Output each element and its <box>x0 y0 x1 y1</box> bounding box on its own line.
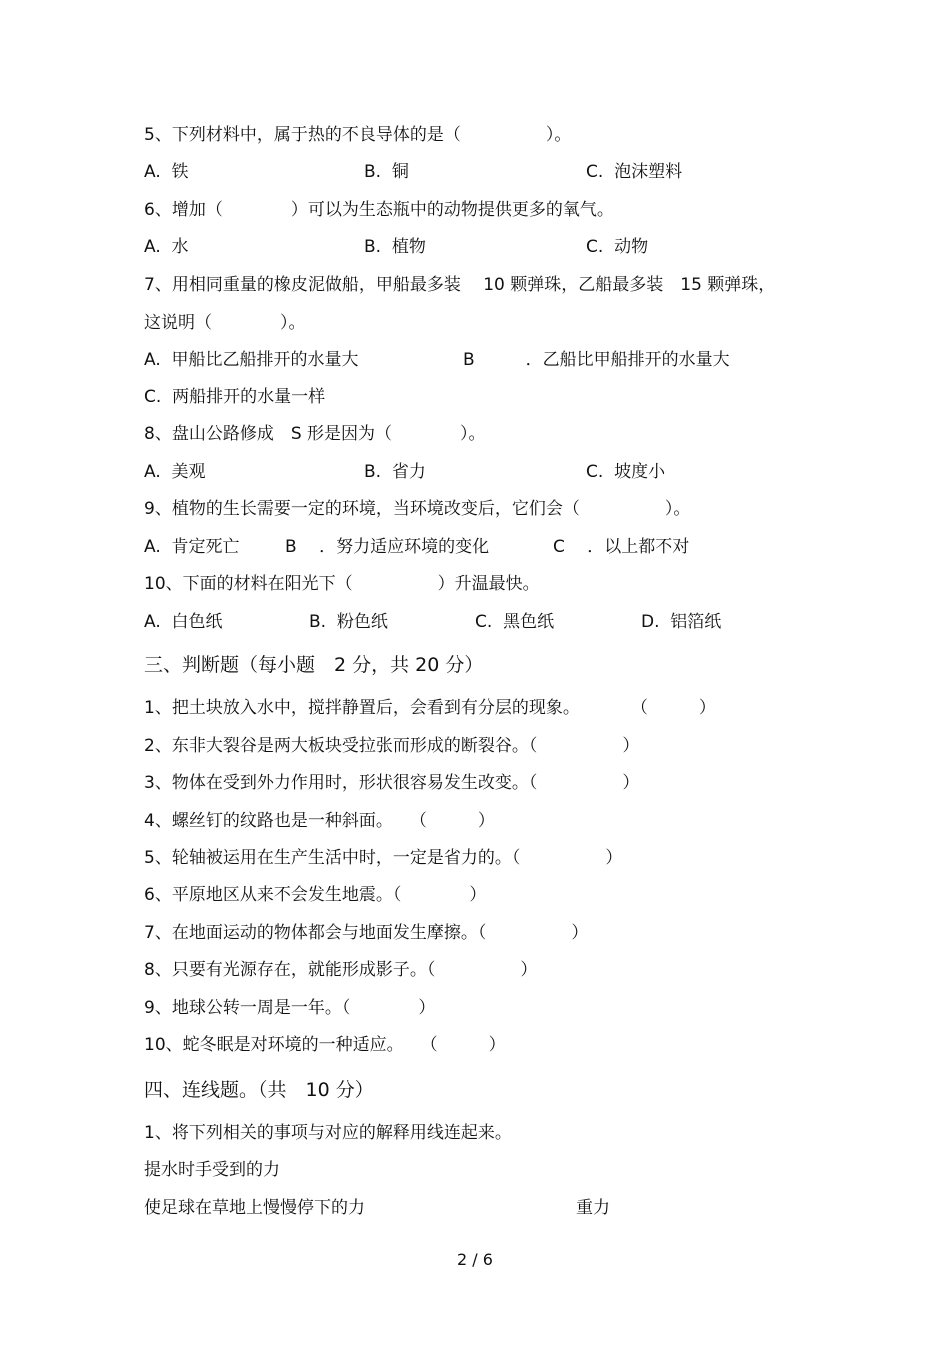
question-6-stem: 6、增加（ ）可以为生态瓶中的动物提供更多的氧气。 <box>144 200 614 220</box>
question-10-option-c: C. 黑色纸 <box>475 612 555 632</box>
question-7-option-b: B ．乙船比甲船排开的水量大 <box>463 350 730 370</box>
question-6-option-b: B. 植物 <box>364 237 426 257</box>
question-10-stem: 10、下面的材料在阳光下（ ）升温最快。 <box>144 574 540 594</box>
judgment-item-10: 10、蛇冬眠是对环境的一种适应。 （ ） <box>144 1035 506 1055</box>
judgment-item-2: 2、东非大裂谷是两大板块受拉张而形成的断裂谷。（ ） <box>144 736 640 756</box>
judgment-item-4: 4、螺丝钉的纹路也是一种斜面。 （ ） <box>144 811 495 831</box>
judgment-item-5: 5、轮轴被运用在生产生活中时，一定是省力的。（ ） <box>144 848 623 868</box>
question-5-option-b: B. 铜 <box>364 162 409 182</box>
question-10-option-a: A. 白色纸 <box>144 612 223 632</box>
question-9-option-a: A. 肯定死亡 <box>144 537 240 557</box>
judgment-item-6: 6、平原地区从来不会发生地震。（ ） <box>144 885 487 905</box>
judgment-item-7: 7、在地面运动的物体都会与地面发生摩擦。（ ） <box>144 923 589 943</box>
question-8-option-b: B. 省力 <box>364 462 426 482</box>
judgment-item-9: 9、地球公转一周是一年。（ ） <box>144 998 436 1018</box>
question-9-option-b: B ．努力适应环境的变化 <box>285 537 490 557</box>
question-6-option-c: C. 动物 <box>586 237 649 257</box>
question-9-stem: 9、植物的生长需要一定的环境，当环境改变后，它们会（ ）。 <box>144 499 691 519</box>
matching-left-item-2: 使足球在草地上慢慢停下的力 <box>144 1198 365 1218</box>
section-3-title: 三、判断题（每小题 2 分，共 20 分） <box>144 654 484 676</box>
question-7-stem: 7、用相同重量的橡皮泥做船，甲船最多装 10 颗弹珠，乙船最多装 15 颗弹珠， <box>144 275 776 295</box>
judgment-item-8: 8、只要有光源存在，就能形成影子。（ ） <box>144 960 538 980</box>
question-7-stem-continued: 这说明（ ）。 <box>144 313 306 333</box>
question-6-option-a: A. 水 <box>144 237 189 257</box>
question-9-option-c: C ．以上都不对 <box>553 537 690 557</box>
question-5-option-c: C. 泡沫塑料 <box>586 162 683 182</box>
section-4-title: 四、连线题。（共 10 分） <box>144 1079 374 1101</box>
question-5-stem: 5、下列材料中，属于热的不良导体的是（ ）。 <box>144 125 572 145</box>
judgment-item-1: 1、把土块放入水中，搅拌静置后，会看到有分层的现象。 （ ） <box>144 698 716 718</box>
question-7-option-c: C. 两船排开的水量一样 <box>144 387 326 407</box>
question-7-option-a: A. 甲船比乙船排开的水量大 <box>144 350 359 370</box>
question-10-option-b: B. 粉色纸 <box>309 612 388 632</box>
question-8-option-a: A. 美观 <box>144 462 206 482</box>
matching-right-item-2: 重力 <box>576 1198 610 1218</box>
matching-question-1: 1、将下列相关的事项与对应的解释用线连起来。 <box>144 1123 512 1143</box>
question-10-option-d: D. 铝箔纸 <box>641 612 722 632</box>
page-number: 2 / 6 <box>457 1250 493 1269</box>
question-5-option-a: A. 铁 <box>144 162 189 182</box>
judgment-item-3: 3、物体在受到外力作用时，形状很容易发生改变。（ ） <box>144 773 640 793</box>
question-8-option-c: C. 坡度小 <box>586 462 666 482</box>
question-8-stem: 8、盘山公路修成 S 形是因为（ ）。 <box>144 424 486 444</box>
matching-left-item-1: 提水时手受到的力 <box>144 1160 280 1180</box>
